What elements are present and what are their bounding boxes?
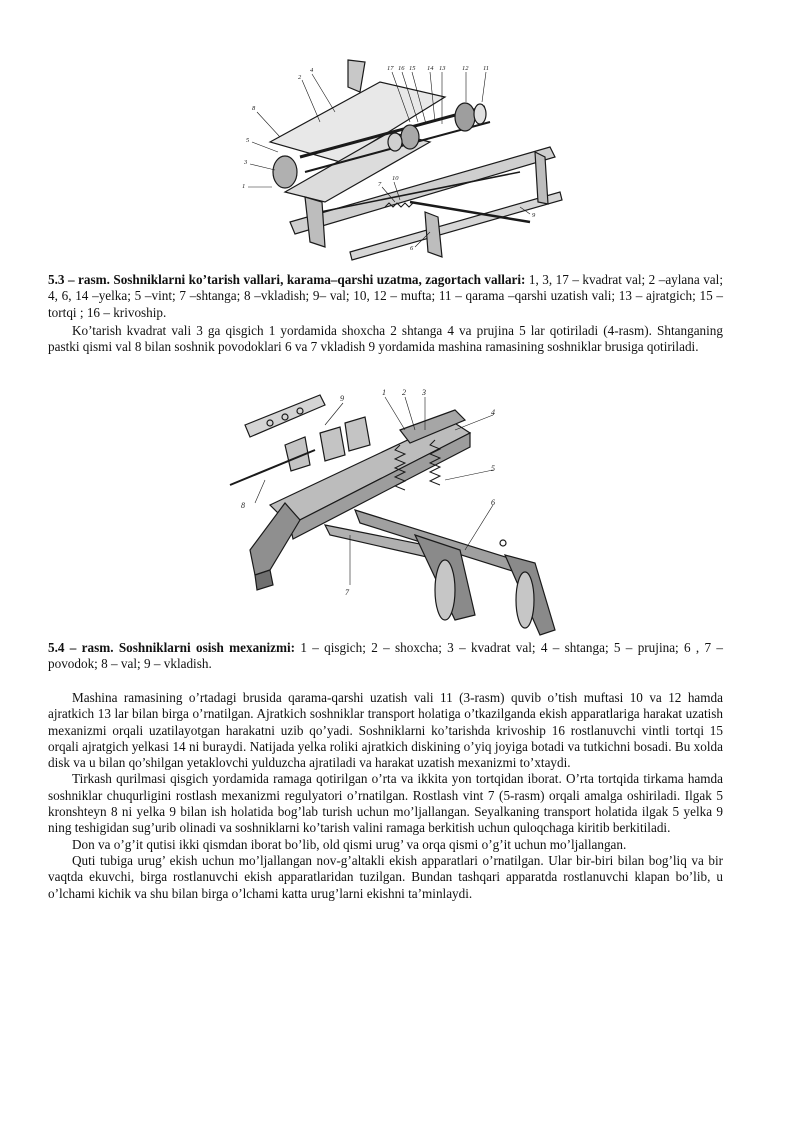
caption-title: 5.3 – rasm. Soshniklarni ko’tarish vallari, karama–qarshi uzatma, zagortach vallari: [48, 272, 526, 287]
figure-5-4-drawing [225, 385, 565, 640]
fig1-label: 13 [439, 65, 446, 72]
fig1-label: 11 [483, 65, 490, 72]
fig1-label: 14 [427, 65, 434, 72]
fig1-label: 17 [387, 65, 394, 72]
fig1-label: 15 [409, 65, 416, 72]
paragraph-text: Quti tubiga urug’ ekish uchun mo’ljallangan nov-g’altakli ekish apparatlari o’rnatilgan. Ular bir-biri bilan bog’liq va bir vaqtda ekuvchi, birga rostlanuvchi ekish apparatlaridan tuzilgan. Bundan tashqari apparatda rostlanuvchi klapan bo’lib, u o’lchami kichik va shu bilan birga o’lchami katta urug’larni ekishni ta’minlaydi. [48, 852, 723, 901]
paragraph [48, 323, 723, 356]
figure-5-3-drawing [230, 52, 570, 262]
caption-text: 1, 3, 17 – kvadrat val; 2 –aylana val; 4, 6, 14 –yelka; 5 –vint; 7 –shtanga; 8 –vkladish; 9– val; 10, 12 – mufta; 11 – qarama –qarshi uzatish vali; 13 – ajratgich; 15 – tortqi ; 16 – krivoship. [48, 272, 723, 320]
fig1-label: 6 [410, 245, 414, 252]
fig2-label: 6 [491, 498, 495, 507]
figure-5-4-mechanism [225, 385, 565, 640]
fig2-label: 2 [402, 388, 406, 397]
paragraph-text: Don va o’g’it qutisi ikki qismdan iborat bo’lib, old qismi urug’ va orqa qismi o’g’it uchun mo’ljallangan. [72, 836, 627, 852]
fig2-label: 9 [340, 394, 344, 403]
fig1-label: 16 [398, 65, 405, 72]
fig1-label: 4 [310, 67, 314, 74]
fig1-label: 10 [392, 175, 399, 182]
figure-5-4-caption [48, 640, 723, 673]
caption-title: 5.4 – rasm. Soshniklarni osish mexanizmi: [48, 640, 296, 655]
fig2-label: 5 [491, 464, 495, 473]
fig1-label: 12 [462, 65, 469, 72]
fig2-label: 7 [345, 588, 349, 597]
fig1-label: 5 [246, 137, 250, 144]
fig2-label: 1 [382, 388, 386, 397]
fig2-label: 3 [422, 388, 426, 397]
body-text [48, 690, 723, 902]
fig2-label: 4 [491, 408, 495, 417]
figure-5-3-shaft-assembly [230, 52, 570, 262]
fig1-label: 2 [298, 74, 302, 81]
fig1-label: 8 [252, 105, 256, 112]
figure-5-3-caption [48, 272, 723, 321]
paragraph-text: Tirkash qurilmasi qisgich yordamida ramaga qotirilgan o’rta va ikkita yon tortqidan iborat. O’rta tortqida tirkama hamda soshniklar chuqurligini rostlash mexanizmi regulyatori o’rnatilgan. Rostlash vint 7 (5-rasm) orqali amalga oshiriladi. Ilgak 5 kronshteyn 8 ni yelka 9 bilan ish holatida bog’lab turish uchun mo’ljallangan. Seyalkaning transport holatida ilgak 5 yelka 9 ning teshigidan sug’urib olinadi va soshniklarni ko’tarish valini ramaga berkitish uchun quloqchaga kiritib berkitiladi. [48, 771, 723, 836]
fig1-label: 7 [378, 181, 382, 188]
fig1-label: 9 [532, 212, 536, 219]
fig2-label: 8 [241, 501, 245, 510]
fig1-label: 1 [242, 183, 246, 190]
paragraph-text: Mashina ramasining o’rtadagi brusida qarama-qarshi uzatish vali 11 (3-rasm) quvib o’tish muftasi 10 va 12 hamda ajratkich 13 lar bilan birga o’rnatilgan. Ajratkich soshniklar transport holatiga o’tkazilganda ekish apparatlariga harakat uzatish mexanizmi orqali uzatilayotgan harakatni uzib qo’yadi. Soshniklarni ko’tarishda krivoship 16 rostlanuvchi vintli tortqi 15 orqali ajratgich yelkasi 14 ni buraydi. Natijada yelka roliki ajratkich diskining o’yiq joyiga botadi va tutkichni bosadi. Bu xolda disk va u bilan qo’shilgan yetaklovchi yulduzcha ajratiladi va harakat uzatish mexanizmi to’xtaydi. [48, 690, 723, 771]
caption-text: 1 – qisgich; 2 – shoxcha; 3 – kvadrat val; 4 – shtanga; 5 – prujina; 6 , 7 – povodok; 8 – val; 9 – vkladish. [48, 640, 723, 672]
fig1-label: 3 [244, 159, 248, 166]
paragraph-text: Ko’tarish kvadrat vali 3 ga qisgich 1 yordamida shoxcha 2 shtanga 4 va prujina 5 lar qotiriladi (4-rasm). Shtanganing pastki qismi val 8 bilan soshnik povodoklari 6 va 7 vkladish 9 yordamida mashina ramasining soshniklar brusiga qotiriladi. [48, 323, 723, 355]
